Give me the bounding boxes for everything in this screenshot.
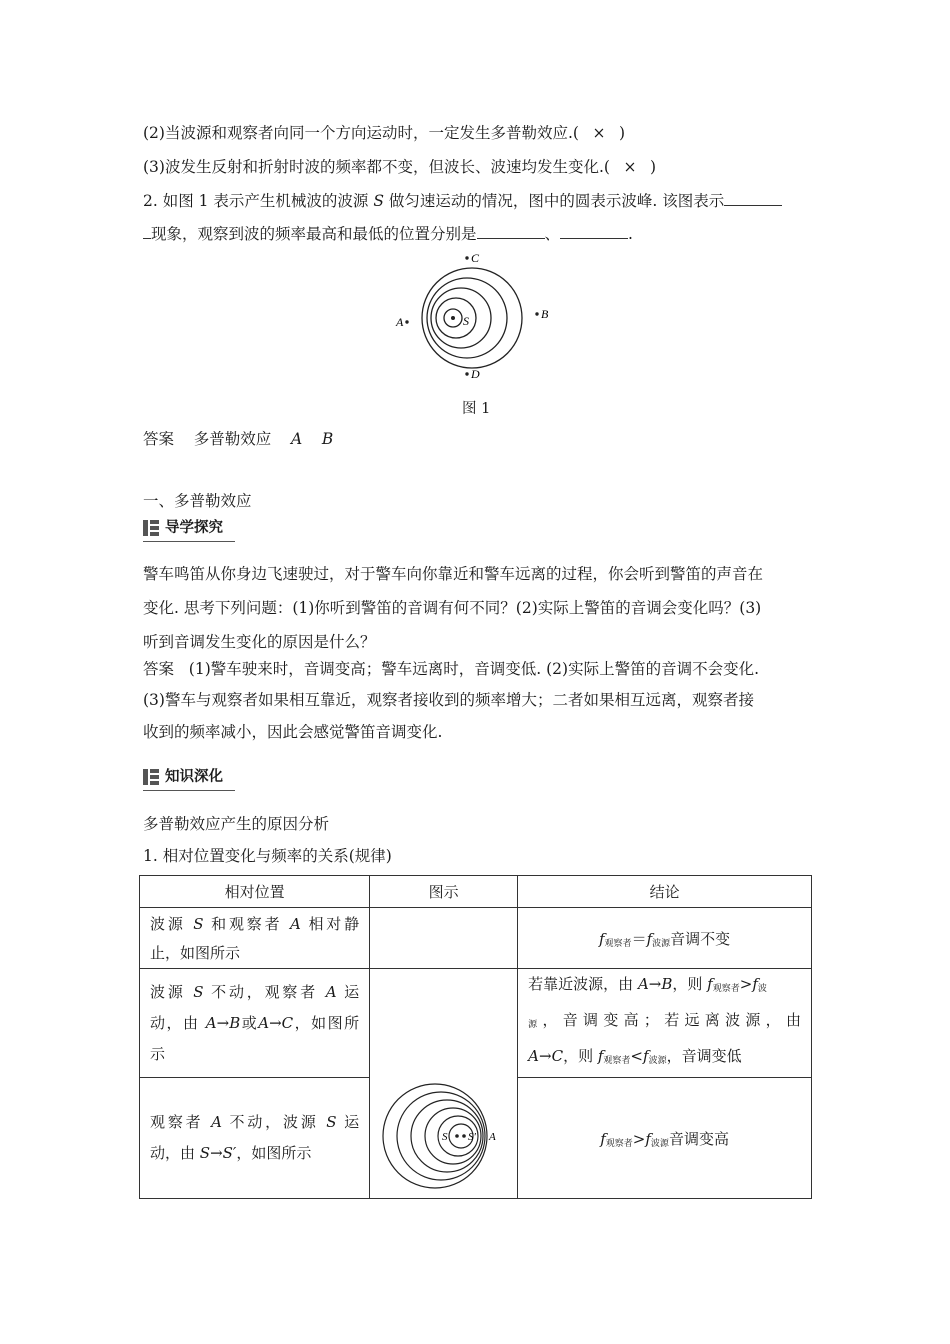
- answer-blank[interactable]: [477, 224, 545, 239]
- judgement-2: (2)当波源和观察者向同一个方向运动时，一定发生多普勒效应.( × ): [143, 124, 625, 142]
- table-row: [140, 908, 812, 969]
- answer-blank[interactable]: [724, 191, 782, 206]
- source-point: [455, 1134, 459, 1138]
- answer-2-line2: (3)警车与观察者如果相互靠近，观察者接收到的频率增大；二者如果相互远离，观察者接: [143, 691, 754, 709]
- question-2-line2: 现象，观察到波的频率最高和最低的位置分别是 、 .: [143, 223, 633, 245]
- table-cell: 观察者 A 不动，波源 S 运 动，由 S→S′，如图所示: [140, 1078, 370, 1199]
- table-cell: 波源 S 不动，观察者 A 运 动，由 A→B或A→C，如图所 示: [140, 969, 370, 1078]
- paragraph-line: 警车鸣笛从你身边飞速驶过，对于警车向你靠近和警车远离的过程，你会听到警笛的声音在: [143, 565, 764, 583]
- section-heading-knowledge: 知识深化: [143, 766, 235, 791]
- paragraph-analysis: 多普勒效应产生的原因分析: [143, 815, 330, 833]
- answer-1: 答案 多普勒效应 A B: [143, 430, 334, 448]
- judgement-3: (3)波发生反射和折射时波的频率都不变，但波长、波速均发生变化.( × ): [143, 158, 656, 176]
- table-cell: 若靠近波源，由 A→B，则 $f_{观察者}>f_波$ $_源$，音调变高；若远离波源，由 A→C，则 $f_{观察者}<f_{波源}$，音调变低: [518, 969, 812, 1078]
- table-cell: $f_{观察者}>f_{波源}$音调变高: [518, 1078, 812, 1199]
- paragraph-line: 听到音调发生变化的原因是什么？: [143, 633, 376, 651]
- answer-2-line1: 答案 (1)警车驶来时，音调变高；警车远离时，音调变低. (2)实际上警笛的音调不会变化.: [143, 660, 759, 678]
- table-header: 图示: [370, 876, 518, 908]
- label-b: B: [541, 307, 549, 321]
- wave-crest-circle: [431, 288, 491, 348]
- section-list-icon: [143, 520, 159, 536]
- question-2-line1: 2. 如图 1 表示产生机械波的波源 S 做匀速运动的情况，图中的圆表示波峰. 该图表示: [143, 190, 782, 212]
- label-d: D: [471, 367, 480, 381]
- table-header: 相对位置: [140, 876, 370, 908]
- source-point-moved: [462, 1134, 466, 1138]
- wave-crest-circle: [436, 298, 476, 338]
- label-s: S: [463, 314, 469, 328]
- table-header-row: [140, 876, 812, 908]
- moving-source-diagram: [370, 1078, 517, 1198]
- table-cell: 波源 S 和观察者 A 相对静 止，如图所示: [140, 908, 370, 969]
- point-b: [535, 312, 538, 315]
- answer-2-line3: 收到的频率减小，因此会感觉警笛音调变化.: [143, 723, 443, 741]
- table-cell: $f_{观察者}=f_{波源}$音调不变: [518, 908, 812, 969]
- label-a: A: [489, 1131, 496, 1143]
- label-a: A: [396, 315, 404, 329]
- figure-1-caption: 图 1: [462, 401, 491, 417]
- paragraph-relation: 1. 相对位置变化与频率的关系(规律): [143, 847, 392, 865]
- label-s: S: [442, 1131, 448, 1143]
- answer-blank[interactable]: [560, 224, 628, 239]
- figure-1-wave-diagram: [380, 248, 570, 388]
- answer-blank[interactable]: [143, 224, 151, 239]
- doppler-relation-table: [139, 875, 812, 1199]
- label-s-prime: S′: [468, 1131, 477, 1143]
- table-cell-figure: [370, 969, 518, 1199]
- point-d: [465, 372, 468, 375]
- section-heading-guided-inquiry: 导学探究: [143, 517, 235, 542]
- point-a: [405, 320, 408, 323]
- paragraph-line: 变化. 思考下列问题：(1)你听到警笛的音调有何不同？(2)实际上警笛的音调会变化吗？(3): [143, 599, 762, 617]
- point-c: [465, 256, 468, 259]
- section-list-icon: [143, 769, 159, 785]
- table-header: 结论: [518, 876, 812, 908]
- table-row: [140, 969, 812, 1078]
- label-c: C: [471, 251, 480, 265]
- section-title: 一、多普勒效应: [143, 492, 252, 510]
- table-cell: [370, 908, 518, 969]
- source-point: [451, 316, 455, 320]
